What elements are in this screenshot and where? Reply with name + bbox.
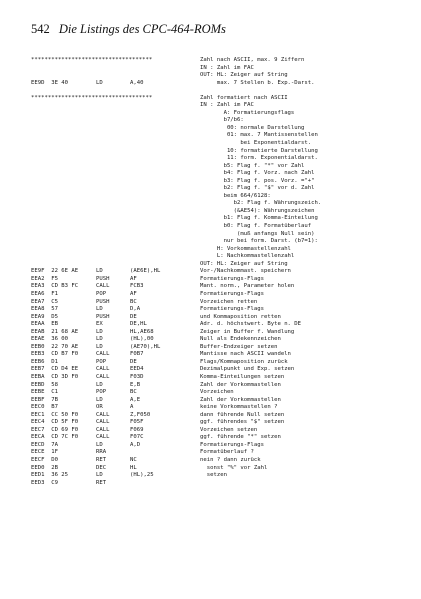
mnemonic: LD [96,441,103,448]
comment: bei Exponentialdarst. [200,140,312,147]
address-bytes: EEB6 D1 [31,358,58,365]
mnemonic: CALL [96,419,110,426]
comment: A: Formatierungsflags [200,109,295,116]
address-bytes: EE9F 22 6E AE [31,268,79,275]
operand: DE [130,313,137,320]
comment: OUT: HL: Zeiger auf String [200,260,288,267]
comment: ggf. führendes "$" setzen [200,419,285,426]
address-bytes: EECE 1F [31,449,58,456]
comment: OUT: HL: Zeiger auf String [200,72,288,79]
comment: dann führende Null setzen [200,411,285,418]
operand: DE,HL [130,321,147,328]
comment: Zeiger in Buffer f. Wandlung [200,328,295,335]
address-bytes: EEA8 57 [31,306,58,313]
mnemonic: LD [96,268,103,275]
mnemonic: EX [96,321,103,328]
comment: Formatüberlauf ? [200,449,254,456]
address-bytes: EEC1 CC 50 F0 [31,411,79,418]
mnemonic: RET [96,456,107,463]
mnemonic: CALL [96,411,110,418]
comment: (muß anfangs Null sein) [200,230,315,237]
mnemonic: CALL [96,283,110,290]
operand: (HL),25 [130,472,154,479]
comment: Null als Endekennzeichen [200,336,281,343]
mnemonic: LD [96,336,103,343]
operand: E,B [130,381,141,388]
comment: Dezimalpunkt und Exp. setzen [200,366,295,373]
comment: keine Vorkommastellen ? [200,404,278,411]
operand: DE [130,358,137,365]
mnemonic: PUSH [96,298,110,305]
comment: nur bei form. Darst. (b7=1): [200,238,318,245]
comment: 00: normale Darstellung [200,124,305,131]
operand: (HL),00 [130,336,154,343]
comment: ggf. führende "*" setzen [200,434,281,441]
operand: (AE6E),HL [130,268,161,275]
operand: F07C [130,434,144,441]
page-number: 542 [31,22,50,36]
address-bytes: EEC7 CD 69 F0 [31,426,79,433]
comment: Vorzeichen retten [200,298,258,305]
operand: FCB3 [130,283,144,290]
comment: Buffer-Endzeiger setzen [200,343,278,350]
mnemonic: LD [96,328,103,335]
address-bytes: EEA2 F5 [31,275,58,282]
address-bytes: EECF D0 [31,456,58,463]
comment: H: Vorkommastellenzahl [200,245,291,252]
address-bytes: EEAA EB [31,321,58,328]
address-bytes: EED3 C9 [31,479,58,486]
address-bytes: EECD 7A [31,441,58,448]
comment: Zahl formatiert nach ASCII [200,94,288,101]
operand: NC [130,456,137,463]
mnemonic: CALL [96,373,110,380]
comment: b2: Flag f. Währungszeich. [200,200,322,207]
comment: 01: max. 7 Mantissenstellen [200,132,318,139]
address-bytes: EEC4 CD 5F F0 [31,419,79,426]
mnemonic: DEC [96,464,107,471]
operand: AF [130,275,137,282]
address-bytes: EEBF 7B [31,396,58,403]
comment: (&AE54): Währungszeichen [200,207,315,214]
comment: Zahl nach ASCII, max. 9 Ziffern [200,57,305,63]
address-bytes: EEA7 C5 [31,298,58,305]
comment: Formatierungs-Flags [200,306,264,313]
mnemonic: LD [96,472,103,479]
address-bytes: EED1 36 25 [31,472,69,479]
comment: b0: Flag f. Formatüberlauf [200,223,312,230]
operand: F03D [130,373,144,380]
mnemonic: RET [96,479,107,486]
comment: Formatierungs-Flags [200,290,264,297]
mnemonic: LD [96,343,103,350]
address-bytes: ************************************ [31,94,153,101]
comment: Zahl der Vorkommastellen [200,381,281,388]
operand: F05F [130,419,144,426]
comment: Vorzeichen setzen [200,426,258,433]
operand: HL,AE68 [130,328,154,335]
address-bytes: EEBD 58 [31,381,58,388]
mnemonic: PUSH [96,275,110,282]
comment: sonst "%" vor Zahl [200,464,268,471]
mnemonic: RRA [96,449,107,456]
comment: Vorzeichen [200,389,234,396]
comment: und Kommaposition retten [200,313,281,320]
mnemonic: CALL [96,366,110,373]
comment: nein ? dann zurück [200,456,261,463]
mnemonic: CALL [96,426,110,433]
operand: EED4 [130,366,144,373]
comment: Formatierungs-Flags [200,275,264,282]
operand: Z,F050 [130,411,151,418]
comment: Adr. d. höchstwert. Byte n. DE [200,321,302,328]
comment: Mantisse nach ASCII wandeln [200,351,291,358]
mnemonic: OR [96,404,103,411]
operand: HL [130,464,137,471]
comment: beim 664/6128: [200,192,271,199]
mnemonic: CALL [96,434,110,441]
page-title: Die Listings des CPC-464-ROMs [58,22,226,36]
address-bytes: EECA CD 7C F0 [31,434,79,441]
comment: max. 7 Stellen b. Exp.-Darst. [200,79,315,86]
comment: b1: Flag f. Komma-Einteilung [200,215,318,222]
comment: IN : Zahl im FAC [200,64,254,71]
mnemonic: POP [96,389,107,396]
address-bytes: EEB3 CD B7 F0 [31,351,79,358]
address-bytes: EEA3 CD B3 FC [31,283,79,290]
comment: Formatierungs-Flags [200,441,264,448]
operand: AF [130,290,137,297]
operand: A [130,404,134,411]
mnemonic: LD [96,381,103,388]
address-bytes: EEAB 21 68 AE [31,328,79,335]
address-bytes: EE9D 3E 40 [31,79,69,86]
comment: 10: formatierte Darstellung [200,147,318,154]
comment: Komma-Einteilungen setzen [200,373,285,380]
address-bytes: EEBA CD 3D F0 [31,373,79,380]
mnemonic: PUSH [96,313,110,320]
comment: IN : Zahl im FAC [200,102,254,109]
operand: BC [130,389,137,396]
comment: b7/b6: [200,117,244,124]
comment: b5: Flag f. "*" vor Zahl [200,162,305,169]
address-bytes: EEB0 22 70 AE [31,343,79,350]
operand: A,40 [130,79,144,86]
comment: L: Nachkommastellenzahl [200,253,295,260]
address-bytes: EED0 2B [31,464,58,471]
operand: A,D [130,441,141,448]
address-bytes: ************************************ [31,57,153,63]
operand: F069 [130,426,144,433]
comment: Zahl der Vorkommastellen [200,396,281,403]
operand: BC [130,298,137,305]
comment: b4: Flag f. Vorz. nach Zahl [200,170,315,177]
operand: D,A [130,306,141,313]
address-bytes: EEA6 F1 [31,290,58,297]
mnemonic: LD [96,306,103,313]
mnemonic: LD [96,79,103,86]
operand: F0B7 [130,351,144,358]
address-bytes: EEB7 CD D4 EE [31,366,79,373]
mnemonic: LD [96,396,103,403]
comment: Vor-/Nachkommast. speichern [200,268,291,275]
page-header [31,22,226,37]
operand: (AE70),HL [130,343,161,350]
comment: Mant. norm., Parameter holen [200,283,295,290]
mnemonic: POP [96,290,107,297]
comment: b2: Flag f. "$" vor d. Zahl [200,185,315,192]
comment: 11: form. Exponentialdarst. [200,155,318,162]
mnemonic: CALL [96,351,110,358]
comment: setzen [200,472,227,479]
comment: Flags/Kommaposition zurück [200,358,288,365]
comment: b3: Flag f. pos. Vorz. ="+" [200,177,315,184]
operand: A,E [130,396,141,403]
address-bytes: EEAE 36 00 [31,336,69,343]
mnemonic: POP [96,358,107,365]
address-bytes: EEA9 D5 [31,313,58,320]
address-bytes: EEC0 B7 [31,404,58,411]
address-bytes: EEBE C1 [31,389,58,396]
